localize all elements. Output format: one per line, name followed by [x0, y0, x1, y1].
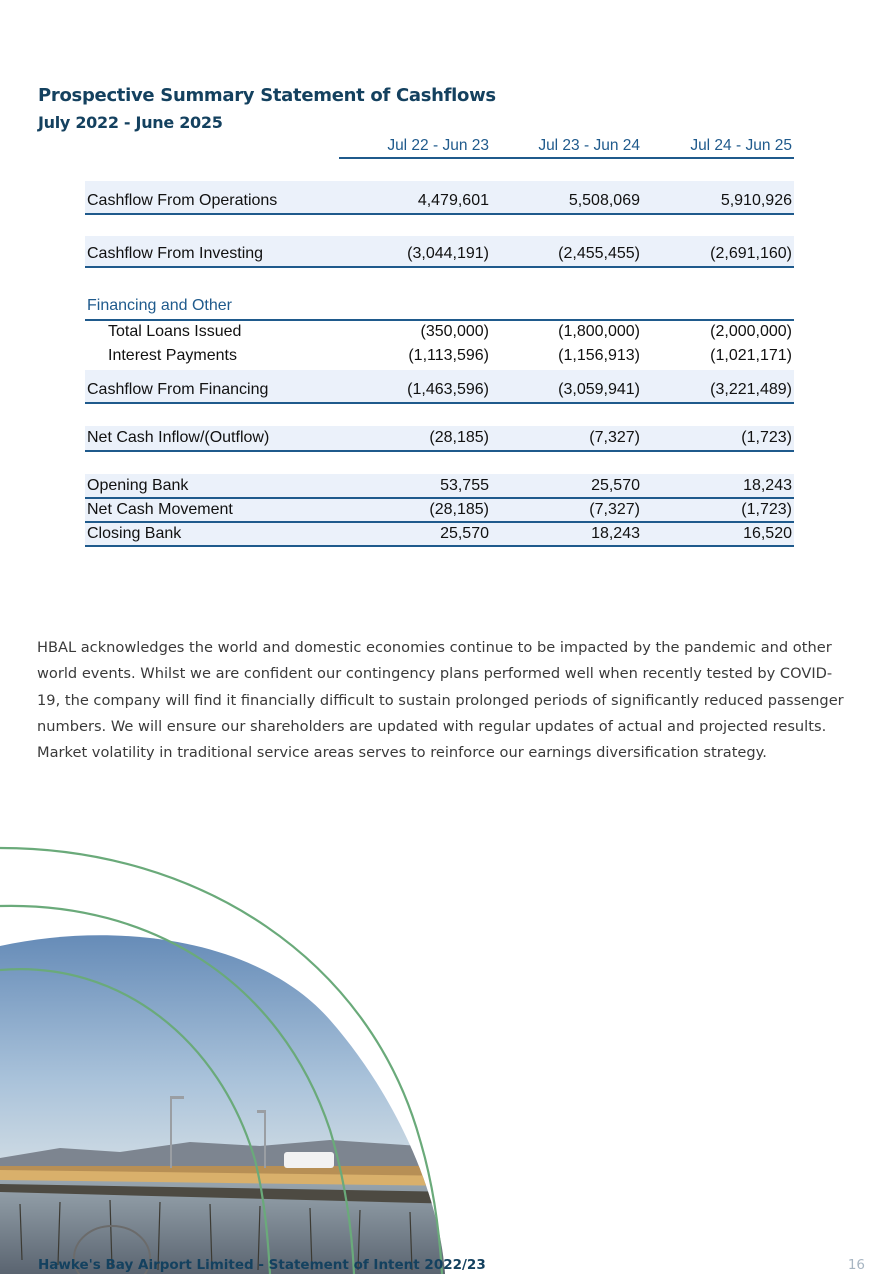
row-net-inflow	[85, 427, 794, 449]
row-interest	[85, 345, 794, 367]
value-fy23: (1,463,596)	[407, 381, 489, 398]
row-label: Net Cash Inflow/(Outflow)	[87, 429, 270, 446]
column-header-fy24: Jul 23 - Jun 24	[538, 137, 640, 154]
value-fy25: (1,723)	[741, 429, 792, 446]
row-net-movement	[85, 499, 794, 521]
value-fy23: (3,044,191)	[407, 245, 489, 262]
value-fy25: 5,910,926	[720, 192, 792, 209]
statement-title: Prospective Summary Statement of Cashflows	[38, 85, 496, 106]
value-fy23: (350,000)	[420, 323, 489, 340]
row-investing	[85, 243, 794, 265]
column-header-fy25: Jul 24 - Jun 25	[690, 137, 792, 154]
row-rule	[85, 266, 794, 268]
value-fy24: (3,059,941)	[558, 381, 640, 398]
header-rule	[339, 157, 794, 159]
row-label: Closing Bank	[87, 525, 182, 542]
row-financing	[85, 379, 794, 401]
value-fy25: (2,691,160)	[710, 245, 792, 262]
value-fy23: (28,185)	[429, 501, 489, 518]
value-fy24: (7,327)	[589, 501, 640, 518]
row-rule	[85, 450, 794, 452]
value-fy25: (1,021,171)	[710, 347, 792, 364]
value-fy25: (1,723)	[741, 501, 792, 518]
footer-text: Hawke's Bay Airport Limited - Statement of Intent 2022/23	[38, 1257, 486, 1273]
column-header-fy23: Jul 22 - Jun 23	[387, 137, 489, 154]
page-number: 16	[847, 1257, 865, 1273]
row-rule	[85, 402, 794, 404]
value-fy25: (2,000,000)	[710, 323, 792, 340]
row-closing-bank	[85, 523, 794, 545]
value-fy23: 25,570	[440, 525, 489, 542]
row-rule	[85, 213, 794, 215]
value-fy23: (28,185)	[429, 429, 489, 446]
value-fy25: 16,520	[743, 525, 792, 542]
value-fy24: (1,800,000)	[558, 323, 640, 340]
row-label: Cashflow From Financing	[87, 381, 269, 398]
financing-section-label: Financing and Other	[87, 297, 232, 314]
value-fy24: 5,508,069	[568, 192, 640, 209]
value-fy24: (1,156,913)	[558, 347, 640, 364]
value-fy23: 53,755	[440, 477, 489, 494]
value-fy24: 25,570	[591, 477, 640, 494]
value-fy25: 18,243	[743, 477, 792, 494]
row-label: Cashflow From Operations	[87, 192, 278, 209]
value-fy23: (1,113,596)	[408, 347, 489, 364]
commentary-paragraph: HBAL acknowledges the world and domestic economies continue to be impacted by the pandemic and other world events. Whilst we are confident our contingency plans performed well when recently tested by COVID-19, the company will find it financially difficult to sustain prolonged periods of significantly reduced passenger numbers. We will ensure our shareholders are updated with regular updates of actual and projected results. Market volatility in traditional service areas serves to reinforce our earnings diversification strategy.	[37, 639, 844, 762]
value-fy25: (3,221,489)	[710, 381, 792, 398]
row-label: Cashflow From Investing	[87, 245, 264, 262]
value-fy23: 4,479,601	[417, 192, 489, 209]
statement-period: July 2022 - June 2025	[38, 113, 223, 132]
row-label: Opening Bank	[87, 477, 189, 494]
row-rule	[85, 545, 794, 547]
airport-boardwalk-photo	[0, 840, 460, 1274]
row-label: Total Loans Issued	[108, 323, 242, 340]
value-fy24: (2,455,455)	[558, 245, 640, 262]
row-loans	[85, 321, 794, 343]
row-label: Net Cash Movement	[87, 501, 233, 518]
row-opening-bank	[85, 475, 794, 497]
row-operations	[85, 190, 794, 212]
value-fy24: (7,327)	[589, 429, 640, 446]
value-fy24: 18,243	[591, 525, 640, 542]
row-label: Interest Payments	[108, 347, 237, 364]
